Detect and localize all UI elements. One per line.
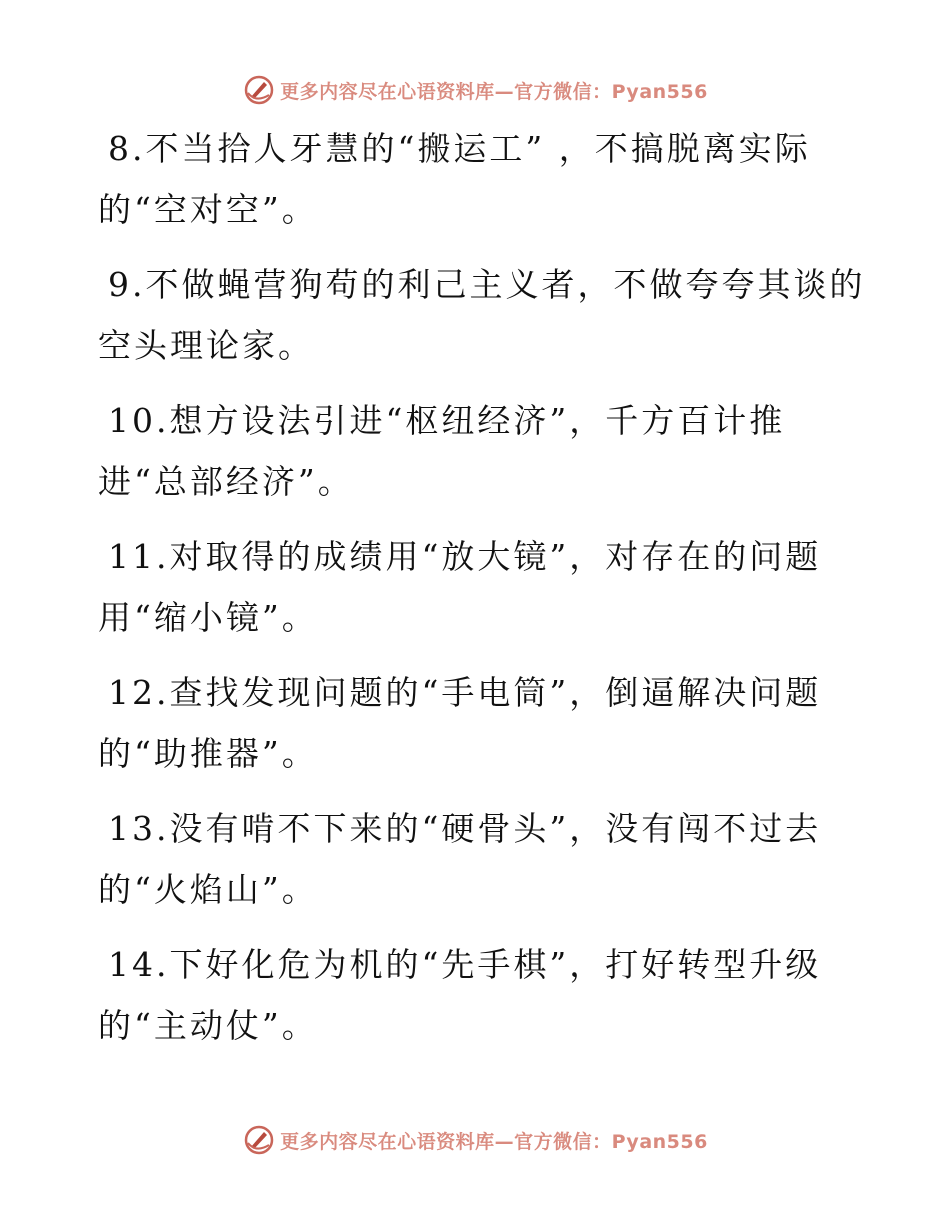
list-item-line: 13.没有啃不下来的“硬骨头”，没有闯不过去 [108,809,822,848]
list-item [98,254,866,376]
list-item [98,526,858,648]
list-item [98,934,858,1056]
list-item-line: 12.查找发现问题的“手电筒”，倒逼解决问题 [108,673,822,712]
list-item-line: 9.不做蝇营狗苟的利己主义者，不做夸夸其谈的 [108,265,866,304]
list-item [98,798,858,920]
pen-swirl-logo-icon [242,73,276,107]
list-item [98,662,858,784]
list-item-line: 用“缩小镜”。 [98,598,318,637]
list-item-line: 14.下好化危为机的“先手棋”，打好转型升级 [108,945,822,984]
list-item [98,118,858,240]
footer-watermark-text: 更多内容尽在心语资料库—官方微信：Pyan556 [280,1130,708,1153]
list-item-line: 的“空对空”。 [98,190,318,229]
pen-swirl-logo-icon [242,1123,276,1157]
document-body [98,118,866,1070]
list-item-line: 空头理论家。 [98,326,314,365]
list-item-line: 的“助推器”。 [98,734,318,773]
list-item-line: 的“主动仗”。 [98,1006,318,1045]
list-item-line: 8.不当拾人牙慧的“搬运工” ，不搞脱离实际 [108,129,811,168]
header-watermark-text: 更多内容尽在心语资料库—官方微信：Pyan556 [280,80,708,103]
list-item-line: 的“火焰山”。 [98,870,318,909]
list-item [98,390,858,512]
header-watermark [0,70,950,110]
footer-watermark [0,1120,950,1160]
list-item-line: 进“总部经济”。 [98,462,354,501]
list-item-line: 10.想方设法引进“枢纽经济”，千方百计推 [108,401,786,440]
list-item-line: 11.对取得的成绩用“放大镜”，对存在的问题 [108,537,822,576]
